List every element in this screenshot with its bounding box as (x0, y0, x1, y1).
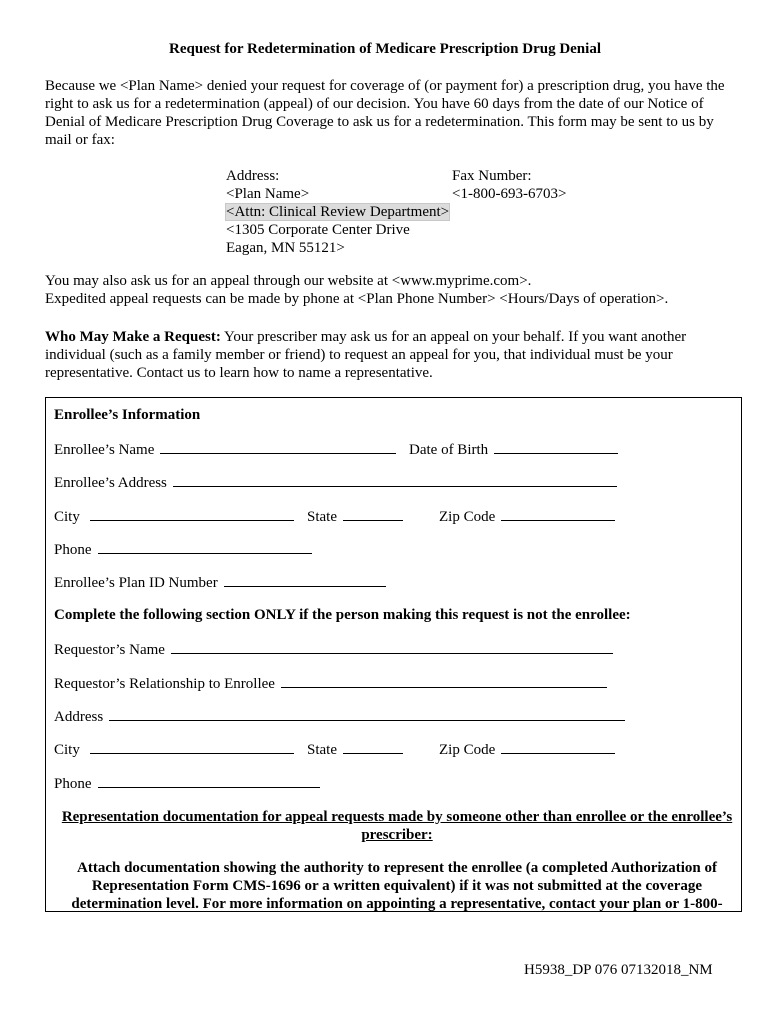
enrollee-zip-field[interactable] (501, 507, 615, 521)
attach-line-2: Representation Form CMS-1696 or a written equivalent) if it was not submitted at the coverage (91, 878, 703, 894)
requestor-relationship-row (54, 674, 607, 692)
enrollee-state-field[interactable] (343, 507, 403, 521)
form-code: H5938_DP 076 07132018_NM (524, 962, 713, 978)
requestor-relationship-field[interactable] (281, 674, 607, 688)
attach-line-3: determination level. For more information on appointing a representative, contact your plan or 1-800- (71, 896, 723, 912)
enrollee-name-row (54, 440, 396, 458)
enrollee-planid-field[interactable] (224, 573, 386, 587)
enrollee-address-field[interactable] (173, 473, 617, 487)
requestor-address-field[interactable] (109, 707, 625, 721)
address-line-1: <Plan Name> (226, 186, 310, 202)
requestor-phone-field[interactable] (98, 774, 320, 788)
requestor-state-label: State (307, 742, 337, 758)
dob-row (409, 440, 618, 459)
requestor-section-heading: Complete the following section ONLY if the person making this request is not the enrollee: (54, 607, 631, 623)
enrollee-phone-field[interactable] (98, 540, 312, 554)
enrollee-section-heading: Enrollee’s Information (54, 407, 201, 423)
mailing-address (226, 167, 449, 257)
requestor-city-row (54, 740, 294, 758)
dob-field[interactable] (494, 440, 618, 454)
requestor-state-row (307, 740, 403, 759)
enrollee-phone-label: Phone (54, 542, 92, 558)
enrollee-zip-row (439, 507, 615, 526)
enrollee-planid-row (54, 573, 386, 591)
enrollee-city-field[interactable] (90, 507, 294, 521)
enrollee-address-row (54, 473, 617, 491)
website-line: You may also ask us for an appeal through our website at <www.myprime.com>. (45, 273, 532, 289)
enrollee-address-label: Enrollee’s Address (54, 475, 167, 491)
requestor-address-row (54, 707, 625, 725)
fax-block (452, 167, 566, 203)
requestor-city-label: City (54, 742, 80, 758)
enrollee-name-field[interactable] (160, 440, 396, 454)
requestor-name-label: Requestor’s Name (54, 642, 165, 658)
representation-heading-line-2: prescriber: (361, 827, 433, 843)
enrollee-name-label: Enrollee’s Name (54, 442, 155, 458)
representation-heading (52, 808, 742, 844)
address-line-2[interactable]: <Attn: Clinical Review Department> (226, 204, 450, 220)
who-heading: Who May Make a Request: (45, 329, 221, 345)
address-line-3: <1305 Corporate Center Drive (226, 222, 410, 238)
requestor-phone-label: Phone (54, 776, 92, 792)
representation-heading-line-1: Representation documentation for appeal requests made by someone other than enrollee or the enrollee’s (61, 809, 733, 825)
address-line-4: Eagan, MN 55121> (226, 240, 345, 256)
enrollee-city-row (54, 507, 294, 525)
enrollee-state-row (307, 507, 403, 526)
requestor-name-field[interactable] (171, 640, 613, 654)
attach-line-1: Attach documentation showing the authority to represent the enrollee (a completed Authorization of (77, 860, 717, 876)
phone-line: Expedited appeal requests can be made by phone at <Plan Phone Number> <Hours/Days of operation>. (45, 291, 669, 307)
address-label: Address: (226, 168, 280, 184)
requestor-city-field[interactable] (90, 740, 294, 754)
enrollee-city-label: City (54, 509, 80, 525)
requestor-zip-label: Zip Code (439, 742, 496, 758)
enrollee-state-label: State (307, 509, 337, 525)
contact-paragraph (45, 272, 735, 308)
requestor-zip-row (439, 740, 615, 759)
intro-paragraph: Because we <Plan Name> denied your request for coverage of (or payment for) a prescription drug, you have the right to ask us for a redetermination (appeal) of our decision. You have 60 days from the date of our Notice of Denial of Medicare Prescription Drug Coverage to ask us for a redetermination. This form may be sent to us by mail or fax: (45, 78, 725, 148)
requestor-relationship-label: Requestor’s Relationship to Enrollee (54, 676, 275, 692)
dob-label: Date of Birth (409, 442, 489, 458)
requestor-phone-row (54, 774, 320, 792)
enrollee-zip-label: Zip Code (439, 509, 496, 525)
who-text: Your prescriber may ask us for an appeal on your behalf. If you want another individual (such as a family member or friend) to request an appeal for you, that individual must be your representative. Contact us to learn how to name a representative. (45, 329, 687, 381)
page-title: Request for Redetermination of Medicare Prescription Drug Denial (168, 41, 601, 57)
requestor-state-field[interactable] (343, 740, 403, 754)
fax-number: <1-800-693-6703> (452, 186, 567, 202)
attach-instructions (52, 859, 742, 913)
fax-label: Fax Number: (452, 168, 532, 184)
enrollee-phone-row (54, 540, 312, 558)
requestor-address-label: Address (54, 709, 104, 725)
who-may-request-paragraph (45, 328, 735, 382)
requestor-zip-field[interactable] (501, 740, 615, 754)
requestor-name-row (54, 640, 613, 658)
enrollee-planid-label: Enrollee’s Plan ID Number (54, 575, 218, 591)
